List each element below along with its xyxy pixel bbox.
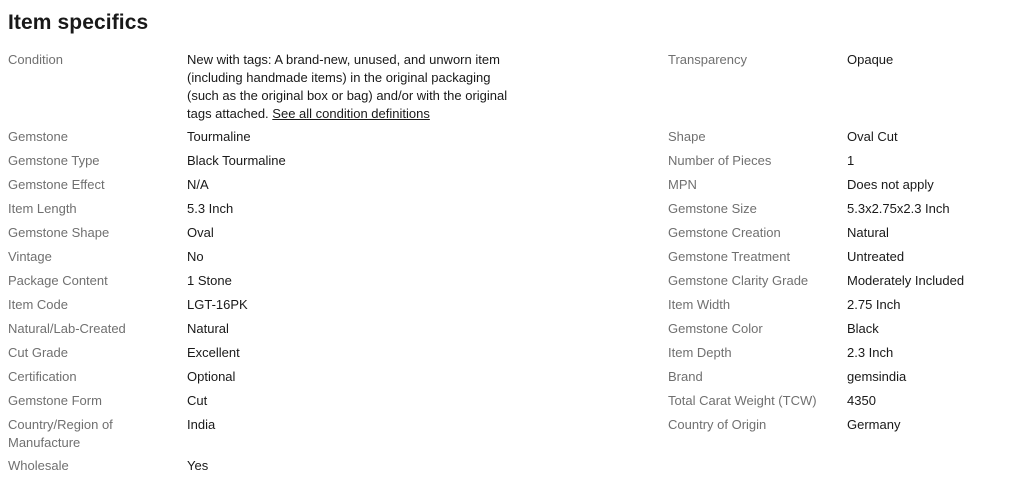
spec-row bbox=[668, 368, 1018, 392]
spec-row bbox=[8, 224, 508, 248]
spec-row bbox=[668, 320, 1018, 344]
spec-row bbox=[8, 128, 508, 152]
spec-row bbox=[8, 344, 508, 368]
spec-label: Item Code bbox=[8, 297, 68, 312]
spec-value: LGT-16PK bbox=[187, 297, 248, 312]
spec-value: Natural bbox=[847, 225, 889, 240]
spec-label: MPN bbox=[668, 177, 697, 192]
spec-row bbox=[668, 200, 1018, 224]
spec-value: Optional bbox=[187, 369, 236, 384]
spec-value: 1 bbox=[847, 153, 855, 168]
spec-row-condition bbox=[8, 51, 508, 128]
spec-value: Untreated bbox=[847, 249, 905, 264]
spec-row bbox=[8, 457, 508, 481]
spec-value: Opaque bbox=[847, 52, 894, 67]
spec-row bbox=[668, 344, 1018, 368]
spec-label: Gemstone Size bbox=[668, 201, 757, 216]
spec-value: India bbox=[187, 417, 216, 432]
spec-value: N/A bbox=[187, 177, 209, 192]
spec-row bbox=[8, 296, 508, 320]
spec-row bbox=[8, 320, 508, 344]
spec-label: Brand bbox=[668, 369, 703, 384]
spec-row bbox=[668, 296, 1018, 320]
spec-label: Shape bbox=[668, 129, 706, 144]
condition-description: New with tags: A brand-new, unused, and unworn item (including handmade items) in the original packaging (such as the original box or bag) and/or with the original tags attached. bbox=[187, 52, 508, 121]
spec-value: 1 Stone bbox=[187, 273, 232, 288]
spec-label: Country of Origin bbox=[668, 417, 767, 432]
spec-value bbox=[187, 51, 508, 123]
spec-row bbox=[8, 392, 508, 416]
spec-label: Gemstone Creation bbox=[668, 225, 781, 240]
spec-label: Item Depth bbox=[668, 345, 732, 360]
spec-row bbox=[8, 248, 508, 272]
spec-row bbox=[8, 200, 508, 224]
spec-label: Package Content bbox=[8, 273, 108, 288]
spec-row bbox=[8, 368, 508, 392]
spec-value: Black bbox=[847, 321, 879, 336]
spec-row bbox=[8, 416, 508, 457]
spec-label: Gemstone Treatment bbox=[668, 249, 791, 264]
spec-value: Does not apply bbox=[847, 177, 934, 192]
item-specifics-right-column bbox=[668, 51, 1018, 440]
spec-label: Item Width bbox=[668, 297, 731, 312]
spec-value: Germany bbox=[847, 417, 901, 432]
spec-label: Wholesale bbox=[8, 458, 69, 473]
spec-row bbox=[668, 152, 1018, 176]
spec-row bbox=[668, 272, 1018, 296]
spec-row bbox=[668, 248, 1018, 272]
spec-value: Excellent bbox=[187, 345, 240, 360]
spec-label: Transparency bbox=[668, 52, 747, 67]
spec-row bbox=[668, 176, 1018, 200]
spec-label: Gemstone Effect bbox=[8, 177, 105, 192]
spec-value: Tourmaline bbox=[187, 129, 251, 144]
spec-label: Country/Region of Manufacture bbox=[8, 417, 113, 450]
spec-value: gemsindia bbox=[847, 369, 907, 384]
spec-label: Gemstone Clarity Grade bbox=[668, 273, 809, 288]
spec-value: Oval bbox=[187, 225, 214, 240]
spec-row bbox=[668, 128, 1018, 152]
spec-row bbox=[668, 392, 1018, 416]
spec-value: 4350 bbox=[847, 393, 876, 408]
spec-value: 2.75 Inch bbox=[847, 297, 901, 312]
spec-label: Gemstone Form bbox=[8, 393, 102, 408]
spec-label: Item Length bbox=[8, 201, 77, 216]
spec-label: Certification bbox=[8, 369, 77, 384]
spec-value: 2.3 Inch bbox=[847, 345, 894, 360]
spec-label: Gemstone bbox=[8, 129, 68, 144]
section-title: Item specifics bbox=[8, 11, 149, 34]
item-specifics-left-column bbox=[8, 51, 508, 481]
see-all-condition-definitions-link[interactable]: See all condition definitions bbox=[272, 106, 430, 121]
spec-label: Cut Grade bbox=[8, 345, 68, 360]
spec-label: Number of Pieces bbox=[668, 153, 772, 168]
spec-value: Yes bbox=[187, 458, 209, 473]
spec-row bbox=[8, 152, 508, 176]
spec-label: Gemstone Type bbox=[8, 153, 100, 168]
spec-label: Gemstone Shape bbox=[8, 225, 110, 240]
spec-row bbox=[8, 272, 508, 296]
spec-value: Cut bbox=[187, 393, 208, 408]
spec-label: Natural/Lab-Created bbox=[8, 321, 126, 336]
spec-row bbox=[8, 176, 508, 200]
spec-label: Condition bbox=[8, 52, 63, 67]
spec-value: Oval Cut bbox=[847, 129, 898, 144]
spec-value: Black Tourmaline bbox=[187, 153, 286, 168]
spec-value: No bbox=[187, 249, 204, 264]
spec-label: Gemstone Color bbox=[668, 321, 763, 336]
spec-value: Moderately Included bbox=[847, 273, 965, 288]
spec-label: Vintage bbox=[8, 249, 52, 264]
spec-label: Total Carat Weight (TCW) bbox=[668, 393, 817, 408]
spec-value: Natural bbox=[187, 321, 229, 336]
spec-row bbox=[668, 416, 1018, 440]
spec-value: 5.3 Inch bbox=[187, 201, 234, 216]
spec-row bbox=[668, 224, 1018, 248]
spec-value: 5.3x2.75x2.3 Inch bbox=[847, 201, 950, 216]
spec-row bbox=[668, 51, 1018, 128]
